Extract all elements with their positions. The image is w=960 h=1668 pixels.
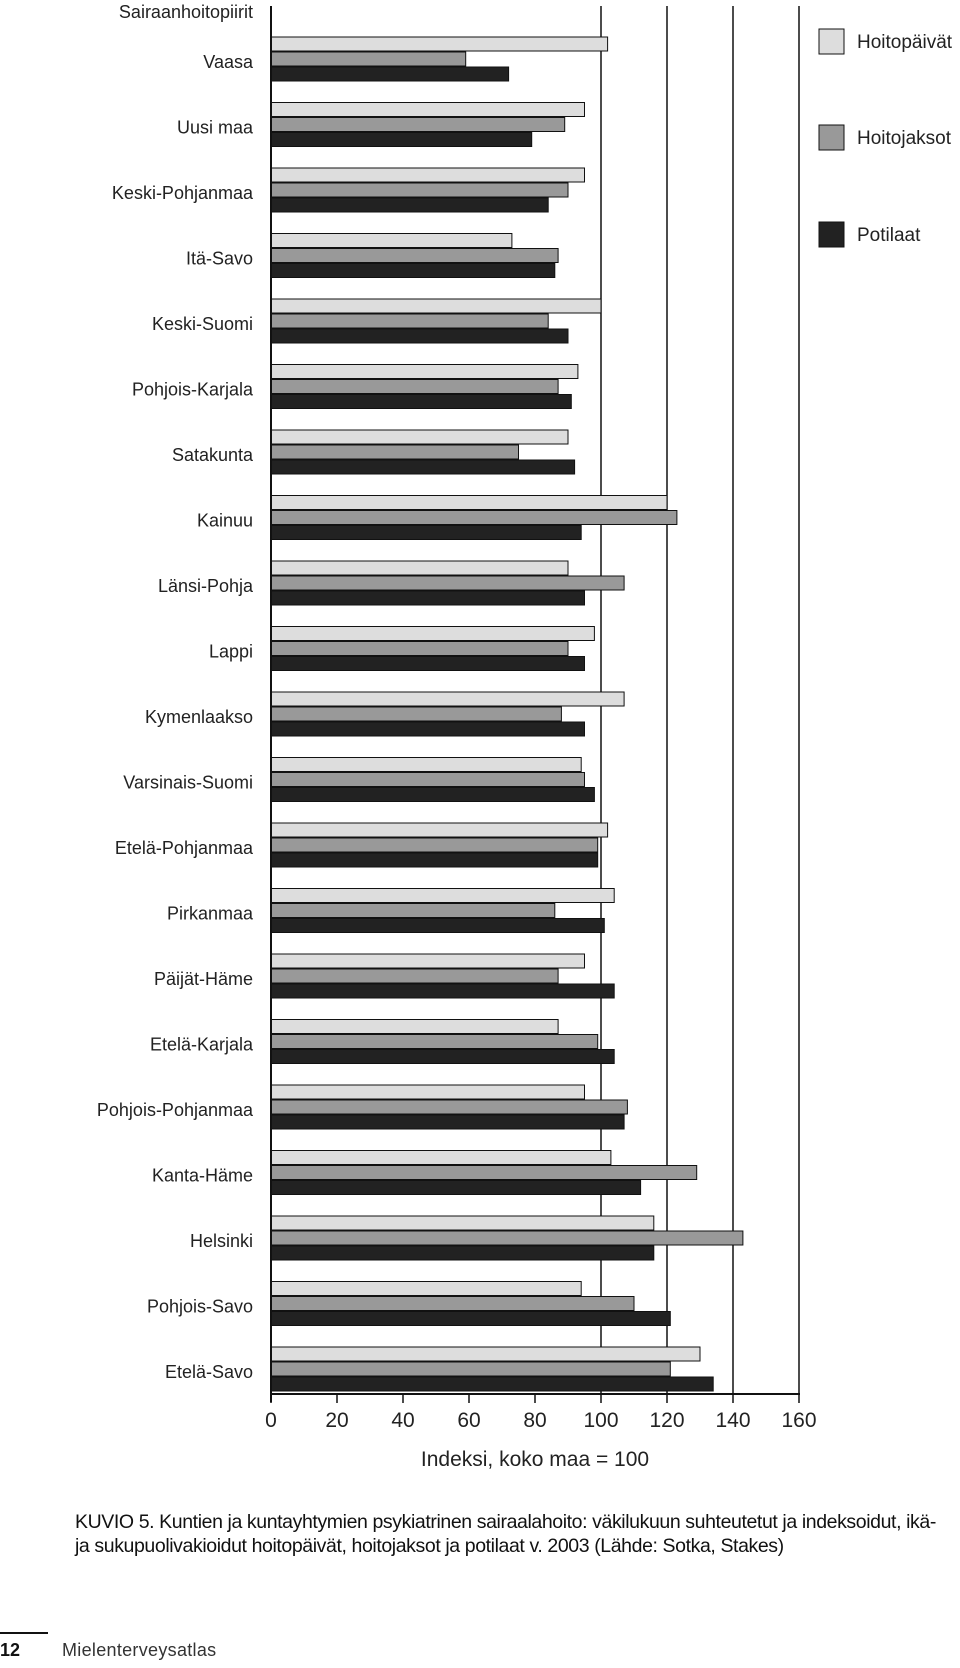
category-label: Vaasa bbox=[203, 52, 253, 72]
bar bbox=[271, 1362, 670, 1376]
bar bbox=[271, 823, 608, 837]
bar bbox=[271, 788, 594, 802]
x-tick-label: 160 bbox=[781, 1409, 817, 1432]
legend-label: Potilaat bbox=[857, 225, 921, 246]
category-label: Pohjois-Savo bbox=[146, 1296, 253, 1317]
bar bbox=[271, 657, 585, 671]
bar bbox=[271, 561, 568, 575]
bar bbox=[271, 1377, 713, 1391]
bar bbox=[271, 1020, 558, 1034]
bar bbox=[271, 511, 677, 525]
bar bbox=[271, 1312, 670, 1326]
category-label: Pohjois-Karjala bbox=[131, 379, 253, 400]
category-label: Kanta-Häme bbox=[151, 1165, 253, 1186]
bar bbox=[271, 198, 548, 212]
figure-caption: KUVIO 5. Kuntien ja kuntayhtymien psykiatrinen sairaalahoito: väkilukuun suhteutetut ja indeksoidut, ikä- ja sukupuolivakioidut hoitopäivät, hoitojaksot ja potilaat v. 2003 (Lähde: Sotka, Stakes) bbox=[75, 1511, 936, 1557]
page-number: 12 bbox=[0, 1640, 21, 1660]
bar bbox=[271, 67, 509, 81]
category-label: Etelä-Karjala bbox=[149, 1034, 253, 1055]
bar bbox=[271, 692, 624, 706]
bar bbox=[271, 103, 585, 117]
bar bbox=[271, 299, 601, 313]
bar bbox=[271, 591, 585, 605]
bar bbox=[271, 1216, 654, 1230]
category-label: Lappi bbox=[208, 641, 253, 662]
bar bbox=[271, 1181, 641, 1195]
category-label: Etelä-Pohjanmaa bbox=[114, 838, 253, 858]
x-axis-title: Indeksi, koko maa = 100 bbox=[420, 1448, 650, 1471]
bar bbox=[271, 1115, 624, 1129]
bar bbox=[271, 889, 614, 903]
category-label: Pirkanmaa bbox=[166, 903, 253, 924]
bar bbox=[271, 118, 565, 132]
x-tick-label: 80 bbox=[523, 1409, 547, 1432]
bar bbox=[271, 1035, 598, 1049]
bar bbox=[271, 576, 624, 590]
category-label: Satakunta bbox=[171, 445, 253, 465]
category-label: Päijät-Häme bbox=[153, 969, 253, 989]
category-label: Keski-Pohjanmaa bbox=[111, 183, 253, 203]
category-label: Pohjois-Pohjanmaa bbox=[96, 1100, 253, 1120]
bar bbox=[271, 526, 581, 540]
bar bbox=[271, 329, 568, 343]
bar bbox=[271, 642, 568, 656]
category-label: Keski-Suomi bbox=[151, 314, 253, 334]
bar bbox=[271, 380, 558, 394]
bar bbox=[271, 52, 466, 66]
bar bbox=[271, 445, 519, 459]
publication-name: Mielenterveysatlas bbox=[62, 1640, 217, 1660]
category-label: Länsi-Pohja bbox=[157, 576, 253, 596]
x-tick-label: 40 bbox=[391, 1409, 415, 1432]
bar bbox=[271, 496, 667, 510]
x-tick-label: 0 bbox=[265, 1409, 277, 1432]
bar bbox=[271, 234, 512, 248]
category-label: Itä-Savo bbox=[185, 248, 253, 269]
x-tick-label: 20 bbox=[325, 1409, 349, 1432]
bar bbox=[271, 365, 578, 379]
category-label: Kymenlaakso bbox=[144, 707, 253, 727]
legend-swatch bbox=[819, 125, 844, 150]
bar bbox=[271, 1231, 743, 1245]
bar bbox=[271, 1246, 654, 1260]
legend-swatch bbox=[819, 222, 844, 247]
bar bbox=[271, 1151, 611, 1165]
legend-label: Hoitopäivät bbox=[857, 32, 953, 53]
category-label: Varsinais-Suomi bbox=[123, 772, 253, 793]
bar bbox=[271, 722, 585, 736]
x-tick-label: 140 bbox=[715, 1409, 751, 1432]
legend-swatch bbox=[819, 29, 844, 54]
legend-label: Hoitojaksot bbox=[857, 128, 951, 149]
bar bbox=[271, 1085, 585, 1099]
bar bbox=[271, 460, 575, 474]
bar bbox=[271, 1282, 581, 1296]
bar bbox=[271, 1347, 700, 1361]
bar bbox=[271, 984, 614, 998]
category-label: Helsinki bbox=[189, 1231, 253, 1251]
bar bbox=[271, 314, 548, 328]
bar bbox=[271, 1166, 697, 1180]
bar bbox=[271, 395, 571, 409]
x-tick-label: 100 bbox=[583, 1409, 619, 1432]
bar bbox=[271, 838, 598, 852]
category-label: Uusi maa bbox=[176, 117, 253, 138]
footer-rule bbox=[0, 1632, 48, 1634]
bar bbox=[271, 133, 532, 147]
bar bbox=[271, 1050, 614, 1064]
bar bbox=[271, 773, 585, 787]
bar bbox=[271, 168, 585, 182]
bar bbox=[271, 853, 598, 867]
bar bbox=[271, 758, 581, 772]
category-label: Etelä-Savo bbox=[164, 1362, 253, 1382]
x-tick-label: 60 bbox=[457, 1409, 481, 1432]
bar bbox=[271, 969, 558, 983]
bar bbox=[271, 183, 568, 197]
bar bbox=[271, 264, 555, 278]
bar bbox=[271, 37, 608, 51]
bar bbox=[271, 1297, 634, 1311]
bar bbox=[271, 627, 594, 641]
bar bbox=[271, 707, 561, 721]
bar bbox=[271, 904, 555, 918]
category-header: Sairaanhoitopiirit bbox=[118, 2, 253, 22]
bar bbox=[271, 249, 558, 263]
bar bbox=[271, 1100, 627, 1114]
bar bbox=[271, 430, 568, 444]
page-footer bbox=[0, 1632, 960, 1668]
bar bbox=[271, 919, 604, 933]
x-tick-label: 120 bbox=[649, 1409, 685, 1432]
category-label: Kainuu bbox=[196, 510, 253, 531]
bar bbox=[271, 954, 585, 968]
